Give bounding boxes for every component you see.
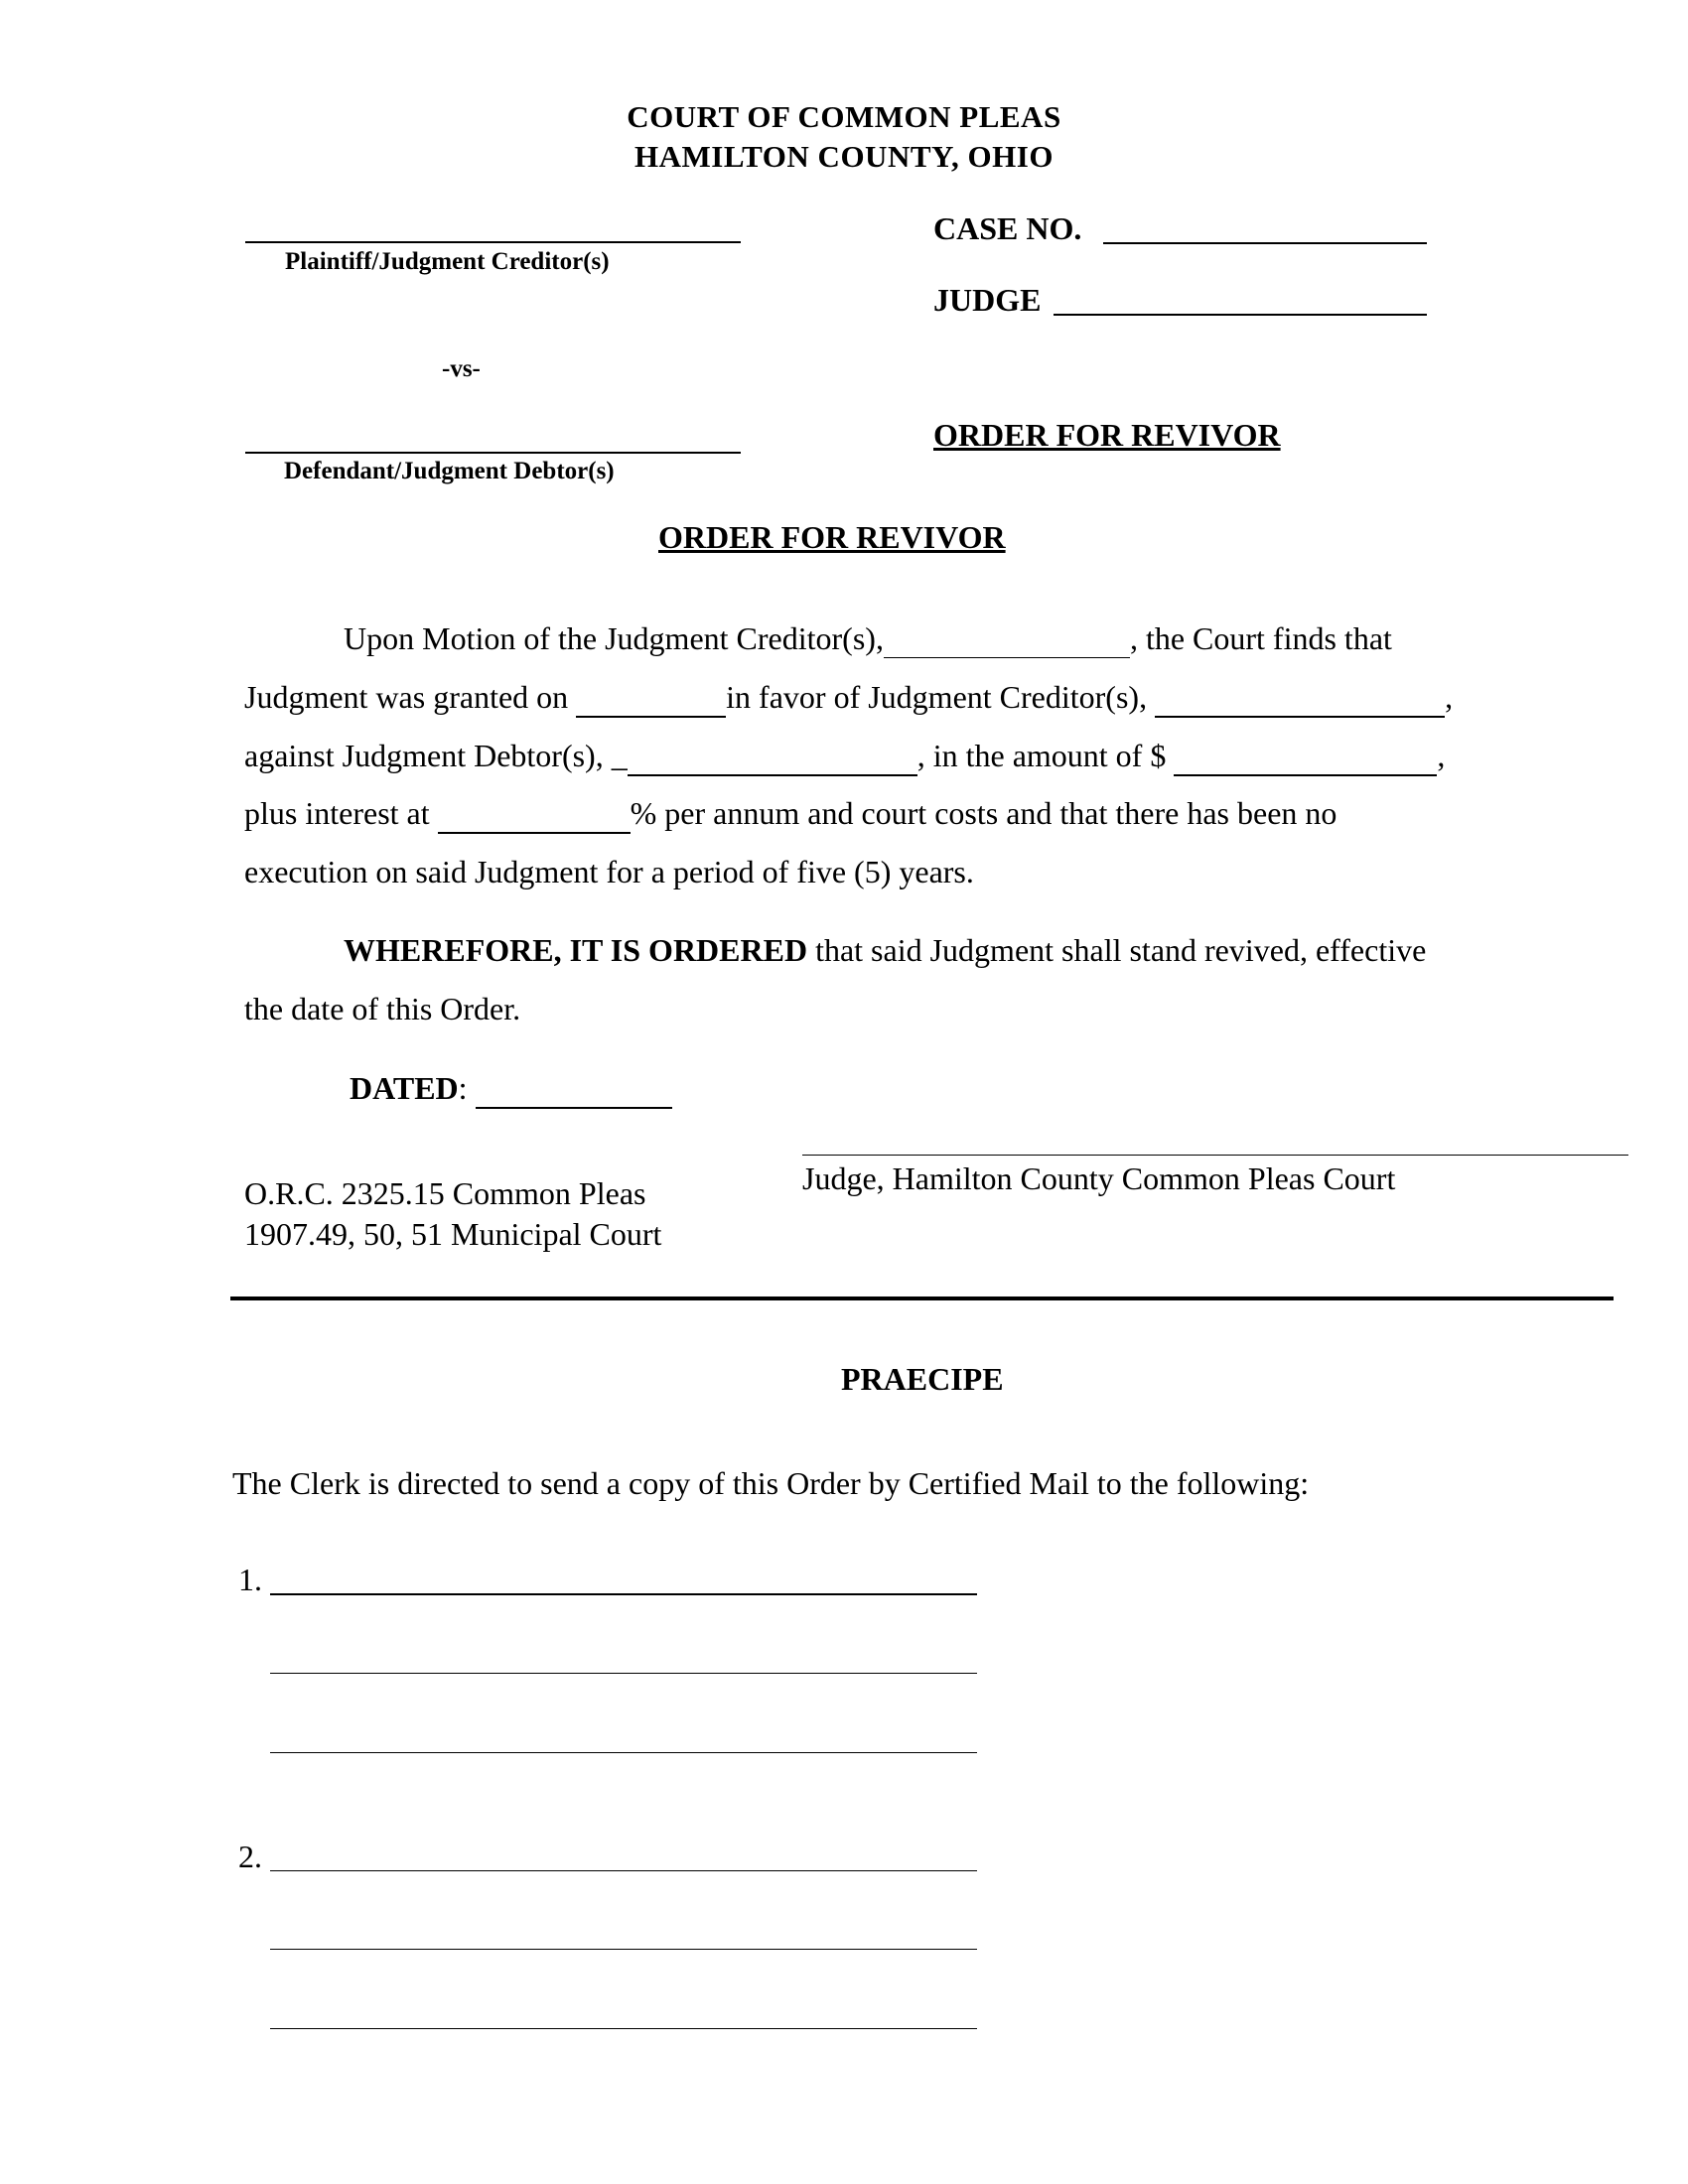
item-2-line-3[interactable]: [270, 2028, 977, 2029]
item-1-line-3[interactable]: [270, 1752, 977, 1753]
court-name: COURT OF COMMON PLEAS: [627, 99, 1061, 134]
dated-blank[interactable]: [476, 1070, 672, 1109]
text: ,: [1437, 738, 1446, 773]
plaintiff-label: Plaintiff/Judgment Creditor(s): [285, 248, 610, 275]
interest-rate-blank[interactable]: [438, 795, 631, 834]
para2-line1: [344, 932, 1426, 969]
defendant-label: Defendant/Judgment Debtor(s): [284, 458, 615, 484]
judge-label: JUDGE: [933, 282, 1042, 318]
plaintiff-line[interactable]: [245, 241, 741, 243]
para1-line4: [244, 795, 1336, 834]
para1-line5: execution on said Judgment for a period of five (5) years.: [244, 854, 974, 889]
item-2-line-1[interactable]: [270, 1870, 977, 1871]
item-2-line-2[interactable]: [270, 1949, 977, 1950]
section-divider: [230, 1297, 1614, 1300]
debtor-blank[interactable]: [628, 738, 917, 776]
order-title: ORDER FOR REVIVOR: [658, 519, 1006, 555]
item-2-number: 2.: [238, 1839, 262, 1874]
defendant-line[interactable]: [245, 452, 741, 454]
text: plus interest at: [244, 795, 438, 831]
text: ,: [1445, 679, 1454, 715]
wherefore-text: WHEREFORE, IT IS ORDERED: [344, 932, 808, 968]
text: Upon Motion of the Judgment Creditor(s),: [344, 620, 884, 656]
item-1-line-1[interactable]: [270, 1593, 977, 1595]
case-no-label: CASE NO.: [933, 210, 1082, 246]
judge-line[interactable]: [1054, 314, 1427, 316]
item-1-number: 1.: [238, 1562, 262, 1597]
text: that said Judgment shall stand revived, effective: [807, 932, 1427, 968]
amount-blank[interactable]: [1174, 738, 1437, 776]
para1-line3: [244, 738, 1445, 776]
para1-line2: [244, 679, 1453, 718]
text: :: [458, 1070, 476, 1106]
para1-line1: [344, 620, 1392, 658]
orc-line-1: O.R.C. 2325.15 Common Pleas: [244, 1175, 646, 1211]
text: against Judgment Debtor(s), _: [244, 738, 628, 773]
side-title: ORDER FOR REVIVOR: [933, 417, 1281, 453]
text: % per annum and court costs and that there has been no: [630, 795, 1337, 831]
praecipe-instruction: The Clerk is directed to send a copy of this Order by Certified Mail to the following:: [232, 1465, 1310, 1501]
item-1-line-2[interactable]: [270, 1673, 977, 1674]
judge-signature-label: Judge, Hamilton County Common Pleas Court: [802, 1160, 1396, 1196]
praecipe-title: PRAECIPE: [841, 1361, 1004, 1397]
case-no-line[interactable]: [1103, 242, 1427, 244]
creditor-blank-2[interactable]: [1155, 679, 1445, 718]
judgment-date-blank[interactable]: [576, 679, 726, 718]
text: , the Court finds that: [1129, 620, 1392, 656]
text: , in the amount of $: [916, 738, 1175, 773]
judge-signature-line[interactable]: [802, 1155, 1628, 1156]
dated-line: [350, 1070, 672, 1109]
text: in favor of Judgment Creditor(s),: [726, 679, 1156, 715]
vs-label: -vs-: [442, 355, 481, 382]
orc-line-2: 1907.49, 50, 51 Municipal Court: [244, 1216, 662, 1252]
para2-line2: the date of this Order.: [244, 991, 521, 1026]
text: Judgment was granted on: [244, 679, 577, 715]
court-county: HAMILTON COUNTY, OHIO: [634, 139, 1054, 174]
dated-label: DATED: [350, 1070, 459, 1106]
creditor-blank-1[interactable]: [884, 620, 1130, 658]
